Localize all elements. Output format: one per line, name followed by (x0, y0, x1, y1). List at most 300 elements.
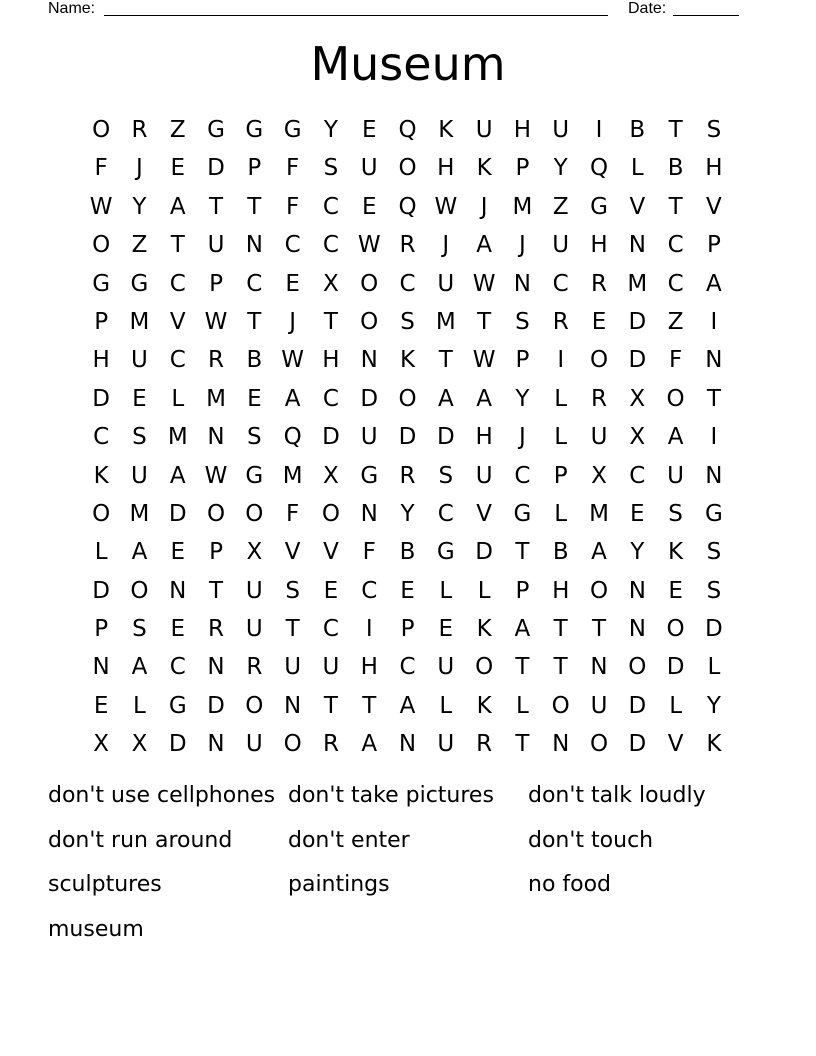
grid-cell: V (629, 193, 646, 220)
grid-cell: A (399, 692, 416, 719)
grid-cell: Z (552, 193, 569, 220)
grid-cell: L (439, 692, 453, 719)
grid-cell: T (706, 385, 721, 412)
grid-cell: O (398, 155, 417, 182)
grid-cell: Y (132, 193, 147, 220)
grid-cell: O (360, 270, 379, 297)
grid-cell: N (207, 654, 225, 681)
grid-cell: V (284, 539, 301, 566)
grid-cell: T (668, 117, 683, 143)
grid-cell: U (590, 692, 608, 719)
grid-cell: R (591, 270, 607, 297)
grid-cell: K (399, 347, 416, 374)
grid-cell: K (476, 616, 492, 643)
grid-cell: C (361, 577, 378, 604)
grid-cell: R (399, 462, 416, 489)
grid-cell: E (247, 385, 262, 412)
grid-cell: P (515, 155, 530, 182)
grid-cell: A (476, 385, 492, 412)
grid-cell: C (169, 270, 186, 297)
grid-cell: F (286, 155, 300, 182)
grid-cell: F (362, 539, 376, 566)
grid-cell: E (361, 193, 377, 220)
grid-cell: H (92, 347, 110, 374)
grid-cell: A (131, 654, 148, 681)
grid-cell: U (552, 117, 570, 143)
grid-cell: S (706, 539, 722, 566)
grid-cell: K (476, 692, 492, 719)
grid-cell: X (629, 385, 646, 412)
grid-cell: X (323, 462, 339, 489)
grid-cell: O (589, 731, 609, 758)
grid-cell: R (208, 616, 225, 643)
grid-cell: J (136, 155, 143, 182)
grid-cell: X (629, 424, 646, 451)
grid-cell: O (92, 117, 111, 143)
word-list-item: sculptures (48, 872, 162, 897)
grid-cell: T (515, 539, 530, 566)
name-line (104, 15, 608, 16)
grid-row (82, 725, 734, 763)
word-list-item: don't run around (48, 827, 233, 853)
grid-cell: J (519, 232, 526, 259)
grid-cell: C (169, 347, 186, 374)
grid-cell: U (437, 654, 455, 681)
grid-cell: O (206, 500, 226, 527)
grid-cell: E (170, 539, 186, 566)
grid-cell: R (246, 654, 263, 681)
grid-cell: L (554, 500, 568, 527)
grid-cell: M (512, 193, 533, 220)
grid-cell: K (93, 462, 109, 489)
grid-cell: J (480, 193, 488, 220)
grid-cell: K (668, 539, 684, 566)
word-list-item: don't touch (528, 827, 654, 853)
grid-cell: J (442, 232, 450, 259)
grid-cell: N (207, 731, 225, 758)
grid-cell: W (472, 270, 496, 297)
grid-cell: R (399, 232, 416, 259)
grid-cell: A (131, 539, 148, 566)
grid-cell: V (323, 539, 339, 566)
grid-cell: U (245, 731, 263, 758)
grid-cell: U (552, 232, 570, 259)
grid-cell: N (207, 424, 225, 451)
grid-cell: E (132, 385, 147, 412)
grid-cell: U (207, 232, 225, 259)
grid-cell: A (667, 424, 684, 451)
grid-cell: M (129, 308, 150, 335)
grid-cell: T (170, 232, 185, 259)
grid-cell: A (514, 616, 531, 643)
grid-cell: V (169, 308, 186, 335)
grid-cell: F (94, 155, 108, 182)
grid-cell: D (628, 731, 647, 758)
grid-cell: C (322, 232, 339, 259)
grid-cell: K (706, 731, 722, 758)
grid-cell: A (706, 270, 722, 297)
grid-cell: H (322, 347, 340, 374)
grid-cell: Q (398, 117, 417, 143)
grid-cell: U (475, 462, 493, 489)
grid-cell: H (360, 654, 378, 681)
grid-cell: O (92, 232, 111, 259)
grid-cell: M (627, 270, 648, 297)
grid-cell: D (168, 500, 187, 527)
word-list-item: no food (528, 872, 612, 897)
grid-cell: Y (515, 385, 530, 412)
grid-cell: Q (283, 424, 302, 451)
grid-cell: V (706, 193, 722, 220)
word-list-item: don't talk loudly (528, 783, 706, 808)
grid-cell: G (245, 117, 264, 143)
grid-cell: E (630, 500, 645, 527)
grid-cell: T (247, 308, 262, 335)
grid-cell: D (398, 424, 417, 451)
grid-cell: U (131, 462, 148, 489)
grid-cell: P (209, 270, 223, 297)
grid-row (82, 188, 734, 226)
grid-cell: S (515, 308, 530, 335)
grid-cell: Y (323, 117, 338, 143)
grid-cell: S (132, 424, 147, 451)
grid-cell: D (360, 385, 379, 412)
grid-cell: X (131, 731, 148, 758)
grid-cell: D (207, 155, 225, 182)
grid-cell: E (361, 117, 377, 143)
grid-cell: L (439, 577, 453, 604)
grid-cell: D (628, 347, 647, 374)
grid-cell: Y (630, 539, 645, 566)
grid-cell: X (93, 731, 110, 758)
grid-cell: D (628, 692, 647, 719)
grid-cell: U (590, 424, 608, 451)
grid-cell: L (630, 155, 644, 182)
grid-cell: O (551, 692, 570, 719)
grid-cell: D (92, 577, 110, 604)
grid-row (82, 533, 734, 571)
grid-cell: T (209, 193, 224, 220)
grid-cell: K (476, 155, 492, 182)
grid-cell: K (438, 117, 454, 143)
grid-cell: G (283, 117, 302, 143)
grid-cell: M (206, 385, 226, 412)
grid-cell: O (245, 692, 264, 719)
grid-cell: O (92, 500, 111, 527)
grid-cell: N (360, 347, 378, 374)
grid-cell: T (668, 193, 683, 220)
grid-cell: E (170, 616, 186, 643)
grid-cell: U (245, 577, 263, 604)
grid-cell: R (131, 117, 148, 143)
grid-cell: O (666, 385, 685, 412)
grid-cell: G (207, 117, 225, 143)
grid-cell: X (591, 462, 607, 489)
grid-cell: E (438, 616, 454, 643)
grid-cell: R (208, 347, 225, 374)
grid-row (82, 303, 734, 341)
grid-cell: S (285, 577, 300, 604)
grid-cell: W (204, 308, 228, 335)
grid-cell: M (282, 462, 303, 489)
grid-cell: E (323, 577, 339, 604)
grid-cell: S (247, 424, 262, 451)
grid-cell: L (707, 654, 721, 681)
grid-cell: B (629, 117, 646, 143)
grid-cell: Z (169, 117, 186, 143)
grid-cell: E (170, 155, 186, 182)
grid-cell: Y (553, 155, 568, 182)
grid-cell: E (591, 308, 607, 335)
grid-cell: U (475, 117, 493, 143)
grid-cell: L (133, 692, 146, 719)
grid-cell: D (92, 385, 110, 412)
grid-cell: U (131, 347, 148, 374)
grid-row (82, 457, 734, 495)
grid-cell: N (552, 731, 570, 758)
grid-cell: N (245, 232, 263, 259)
grid-cell: D (475, 539, 493, 566)
grid-row (82, 610, 734, 648)
grid-cell: I (710, 424, 718, 451)
grid-cell: R (552, 308, 569, 335)
grid-cell: O (666, 616, 685, 643)
grid-cell: N (398, 731, 417, 758)
grid-cell: G (245, 462, 264, 489)
date-line (673, 15, 739, 16)
grid-cell: S (668, 500, 683, 527)
grid-cell: X (246, 539, 263, 566)
grid-row (82, 687, 734, 725)
grid-cell: B (552, 539, 569, 566)
grid-cell: O (360, 308, 379, 335)
grid-cell: O (589, 347, 609, 374)
grid-cell: R (322, 731, 339, 758)
grid-cell: E (668, 577, 683, 604)
grid-cell: O (475, 654, 494, 681)
grid-cell: N (284, 692, 302, 719)
grid-cell: E (400, 577, 415, 604)
grid-cell: L (554, 424, 568, 451)
grid-row (82, 111, 734, 149)
grid-cell: T (362, 692, 377, 719)
grid-cell: G (513, 500, 532, 527)
grid-cell: I (365, 616, 373, 643)
grid-cell: P (247, 155, 262, 182)
header (48, 0, 748, 20)
grid-cell: W (281, 347, 304, 374)
grid-cell: C (284, 232, 301, 259)
grid-cell: S (132, 616, 147, 643)
grid-cell: N (92, 654, 110, 681)
grid-cell: T (247, 193, 262, 220)
grid-row (82, 418, 734, 456)
grid-cell: W (89, 193, 113, 220)
grid-cell: Z (667, 308, 684, 335)
grid-cell: L (171, 385, 185, 412)
grid-cell: G (360, 462, 379, 489)
grid-cell: Q (589, 155, 609, 182)
grid-cell: D (168, 731, 187, 758)
grid-cell: U (322, 654, 340, 681)
grid-cell: F (286, 500, 300, 527)
grid-cell: S (706, 117, 722, 143)
grid-cell: C (322, 616, 339, 643)
grid-cell: G (704, 500, 723, 527)
grid-cell: W (472, 347, 496, 374)
grid-cell: N (628, 577, 646, 604)
grid-cell: C (667, 270, 684, 297)
grid-cell: C (322, 385, 339, 412)
grid-cell: O (321, 500, 340, 527)
grid-cell: A (361, 731, 378, 758)
grid-cell: H (590, 232, 608, 259)
grid-cell: D (666, 654, 685, 681)
grid-cell: R (591, 385, 607, 412)
grid-cell: S (400, 308, 415, 335)
grid-cell: T (438, 347, 453, 374)
grid-cell: B (667, 155, 684, 182)
grid-cell: F (286, 193, 300, 220)
grid-cell: N (628, 616, 646, 643)
grid-cell: C (93, 424, 110, 451)
word-list-item: paintings (288, 872, 390, 897)
grid-cell: R (476, 731, 493, 758)
grid-cell: V (667, 731, 684, 758)
grid-cell: C (169, 654, 186, 681)
grid-cell: G (168, 692, 187, 719)
grid-cell: F (668, 347, 683, 374)
grid-cell: M (167, 424, 188, 451)
grid-cell: T (591, 616, 607, 643)
grid-cell: U (437, 731, 455, 758)
word-list-item: don't enter (288, 827, 410, 853)
grid-cell: Y (400, 500, 415, 527)
grid-cell: C (399, 270, 416, 297)
grid-cell: L (554, 385, 568, 412)
word-list-item: museum (48, 916, 144, 942)
grid-cell: A (284, 385, 301, 412)
grid-cell: T (553, 616, 568, 643)
grid-cell: G (92, 270, 111, 297)
grid-cell: U (245, 616, 263, 643)
grid-cell: O (245, 500, 264, 527)
grid-cell: W (357, 232, 381, 259)
grid-cell: G (436, 539, 455, 566)
word-list (48, 779, 768, 957)
grid-cell: P (94, 616, 109, 643)
grid-cell: T (323, 692, 338, 719)
word-list-item: don't take pictures (288, 783, 494, 808)
grid-cell: O (589, 577, 609, 604)
grid-cell: L (516, 692, 529, 719)
grid-cell: G (590, 193, 608, 220)
grid-cell: S (438, 462, 454, 489)
grid-cell: E (93, 692, 109, 719)
grid-cell: N (513, 270, 532, 297)
grid-cell: C (399, 654, 416, 681)
grid-cell: J (289, 308, 297, 335)
letter-grid (82, 111, 734, 764)
grid-cell: B (399, 539, 416, 566)
grid-cell: O (628, 654, 647, 681)
grid-row (82, 572, 734, 610)
grid-cell: P (515, 347, 530, 374)
grid-cell: L (477, 577, 491, 604)
grid-cell: D (322, 424, 340, 451)
grid-cell: Q (398, 193, 417, 220)
grid-cell: P (209, 539, 223, 566)
grid-row (82, 380, 734, 418)
grid-cell: U (437, 270, 455, 297)
grid-cell: P (515, 577, 530, 604)
grid-row (82, 341, 734, 379)
grid-cell: V (476, 500, 492, 527)
grid-cell: U (667, 462, 685, 489)
date-label: Date: (628, 0, 667, 17)
grid-cell: U (284, 654, 302, 681)
grid-cell: P (400, 616, 415, 643)
grid-cell: U (360, 155, 378, 182)
grid-cell: T (515, 731, 530, 758)
grid-cell: H (552, 577, 570, 604)
grid-cell: O (283, 731, 302, 758)
grid-cell: X (323, 270, 339, 297)
grid-cell: O (398, 385, 417, 412)
grid-cell: D (628, 308, 647, 335)
grid-cell: S (323, 155, 339, 182)
grid-cell: H (475, 424, 493, 451)
grid-cell: T (553, 654, 568, 681)
grid-cell: E (285, 270, 300, 297)
grid-cell: C (322, 193, 339, 220)
grid-cell: A (591, 539, 607, 566)
grid-cell: H (705, 155, 723, 182)
grid-cell: T (323, 308, 338, 335)
grid-cell: A (476, 232, 492, 259)
grid-cell: D (705, 616, 723, 643)
grid-cell: C (667, 232, 684, 259)
grid-cell: L (669, 692, 683, 719)
grid-cell: A (437, 385, 454, 412)
grid-cell: T (515, 654, 530, 681)
grid-cell: N (590, 654, 608, 681)
grid-cell: Y (706, 692, 721, 719)
grid-cell: I (595, 117, 603, 143)
grid-cell: S (706, 577, 722, 604)
grid-row (82, 648, 734, 686)
grid-cell: N (169, 577, 187, 604)
grid-cell: H (437, 155, 455, 182)
grid-cell: W (434, 193, 458, 220)
grid-row (82, 226, 734, 264)
grid-cell: J (519, 424, 526, 451)
grid-cell: A (169, 462, 186, 489)
grid-cell: O (130, 577, 149, 604)
grid-row (82, 495, 734, 533)
grid-cell: C (629, 462, 646, 489)
grid-cell: D (207, 692, 225, 719)
grid-cell: N (628, 232, 646, 259)
grid-row (82, 265, 734, 303)
grid-cell: I (710, 308, 718, 335)
grid-cell: T (209, 577, 224, 604)
grid-row (82, 149, 734, 187)
grid-cell: N (705, 347, 723, 374)
grid-cell: Z (131, 232, 148, 259)
page-title: Museum (310, 37, 506, 91)
grid-cell: U (360, 424, 378, 451)
